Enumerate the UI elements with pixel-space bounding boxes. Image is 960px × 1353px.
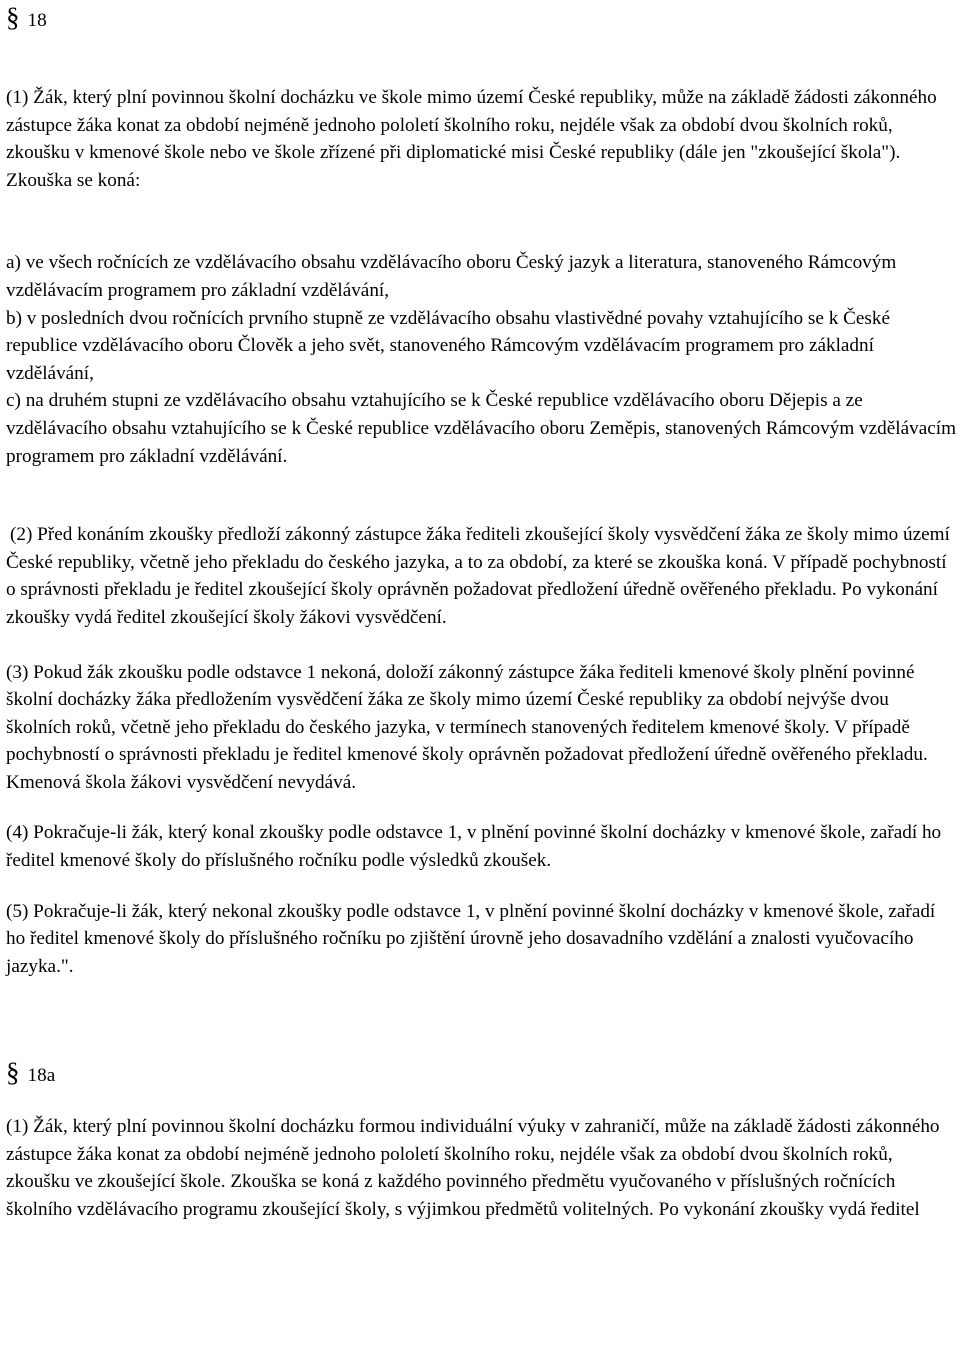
section-mark-icon: §	[6, 2, 20, 32]
section-number: 18	[27, 10, 47, 31]
section-number: 18a	[27, 1065, 56, 1087]
section-mark-icon: §	[6, 1057, 20, 1088]
paragraph-1-18a: (1) Žák, který plní povinnou školní docházku formou individuální výuky v zahraničí, může na základě žádosti zákonného zástupce žáka konat za období nejméně jednoho pololetí školního roku, nejdéle však za období dvou školních roků, zkoušku ve zkoušející škole. Zkouška se koná z každého povinného předmětu vyučovaného v příslušných ročnících školního vzdělávacího programu zkoušející školy, s výjimkou předmětů volitelných. Po vykonání zkoušky vydá ředitel	[6, 1116, 940, 1220]
paragraph-3: (3) Pokud žák zkoušku podle odstavce 1 nekoná, doloží zákonný zástupce žáka řediteli kmenové školy plnění povinné školní docházky žáka předložením vysvědčení žáka ze školy mimo území České republiky za období nejvýše dvou školních roků, včetně jeho překladu do českého jazyka, v termínech stanovených ředitelem kmenové školy. V případě pochybností o správnosti překladu je ředitel kmenové školy oprávněn požadovat předložení úředně ověřeného překladu. Kmenová škola žákovi vysvědčení nevydává.	[6, 661, 928, 793]
paragraph-2	[6, 521, 956, 631]
paragraph-4: (4) Pokračuje-li žák, který konal zkoušky podle odstavce 1, v plnění povinné školní docházky v kmenové škole, zařadí ho ředitel kmenové školy do příslušného ročníku podle výsledků zkoušek.	[6, 822, 942, 872]
exam-subject-list	[6, 249, 956, 470]
section-heading-18a	[6, 1059, 956, 1090]
paragraph-5: (5) Pokračuje-li žák, který nekonal zkoušky podle odstavce 1, v plnění povinné školní docházky v kmenové škole, zařadí ho ředitel kmenové školy do příslušného ročníku po zjištění úrovně jeho dosavadního vzdělání a znalosti vyučovacího jazyka.".	[6, 900, 936, 977]
paragraph-2-text: (2) Před konáním zkoušky předloží zákonný zástupce žáka řediteli zkoušející školy vysvědčení žáka ze školy mimo území České republiky, včetně jeho překladu do českého jazyka, a to za období, za které se zkouška koná. V případě pochybností o správnosti překladu je ředitel zkoušející školy oprávněn požadovat předložení úředně ověřeného překladu. Po vykonání zkoušky vydá ředitel zkoušející školy žákovi vysvědčení.	[6, 524, 950, 628]
list-item-a: a) ve všech ročnících ze vzdělávacího obsahu vzdělávacího oboru Český jazyk a literatura, stanoveného Rámcovým vzdělávacím programem pro základní vzdělávání,	[6, 252, 897, 301]
list-item-b: b) v posledních dvou ročnících prvního stupně ze vzdělávacího obsahu vlastivědné povahy vztahujícího se k České republice vzdělávacího oboru Člověk a jeho svět, stanoveného Rámcovým vzdělávacím programem pro základní vzdělávání,	[6, 307, 890, 384]
section-heading-18	[6, 0, 956, 30]
document-page	[6, 0, 956, 1223]
paragraph-1: (1) Žák, který plní povinnou školní docházku ve škole mimo území České republiky, může na základě žádosti zákonného zástupce žáka konat za období nejméně jednoho pololetí školního roku, nejdéle však za období dvou školních roků, zkoušku v kmenové škole nebo ve škole zřízené při diplomatické misi České republiky (dále jen "zkoušející škola"). Zkouška se koná:	[6, 87, 937, 191]
list-item-c: c) na druhém stupni ze vzdělávacího obsahu vztahujícího se k České republice vzdělávacího oboru Dějepis a ze vzdělávacího obsahu vztahujícího se k České republice vzdělávacího oboru Zeměpis, stanovených Rámcovým vzdělávacím programem pro základní vzdělávání.	[6, 390, 956, 467]
